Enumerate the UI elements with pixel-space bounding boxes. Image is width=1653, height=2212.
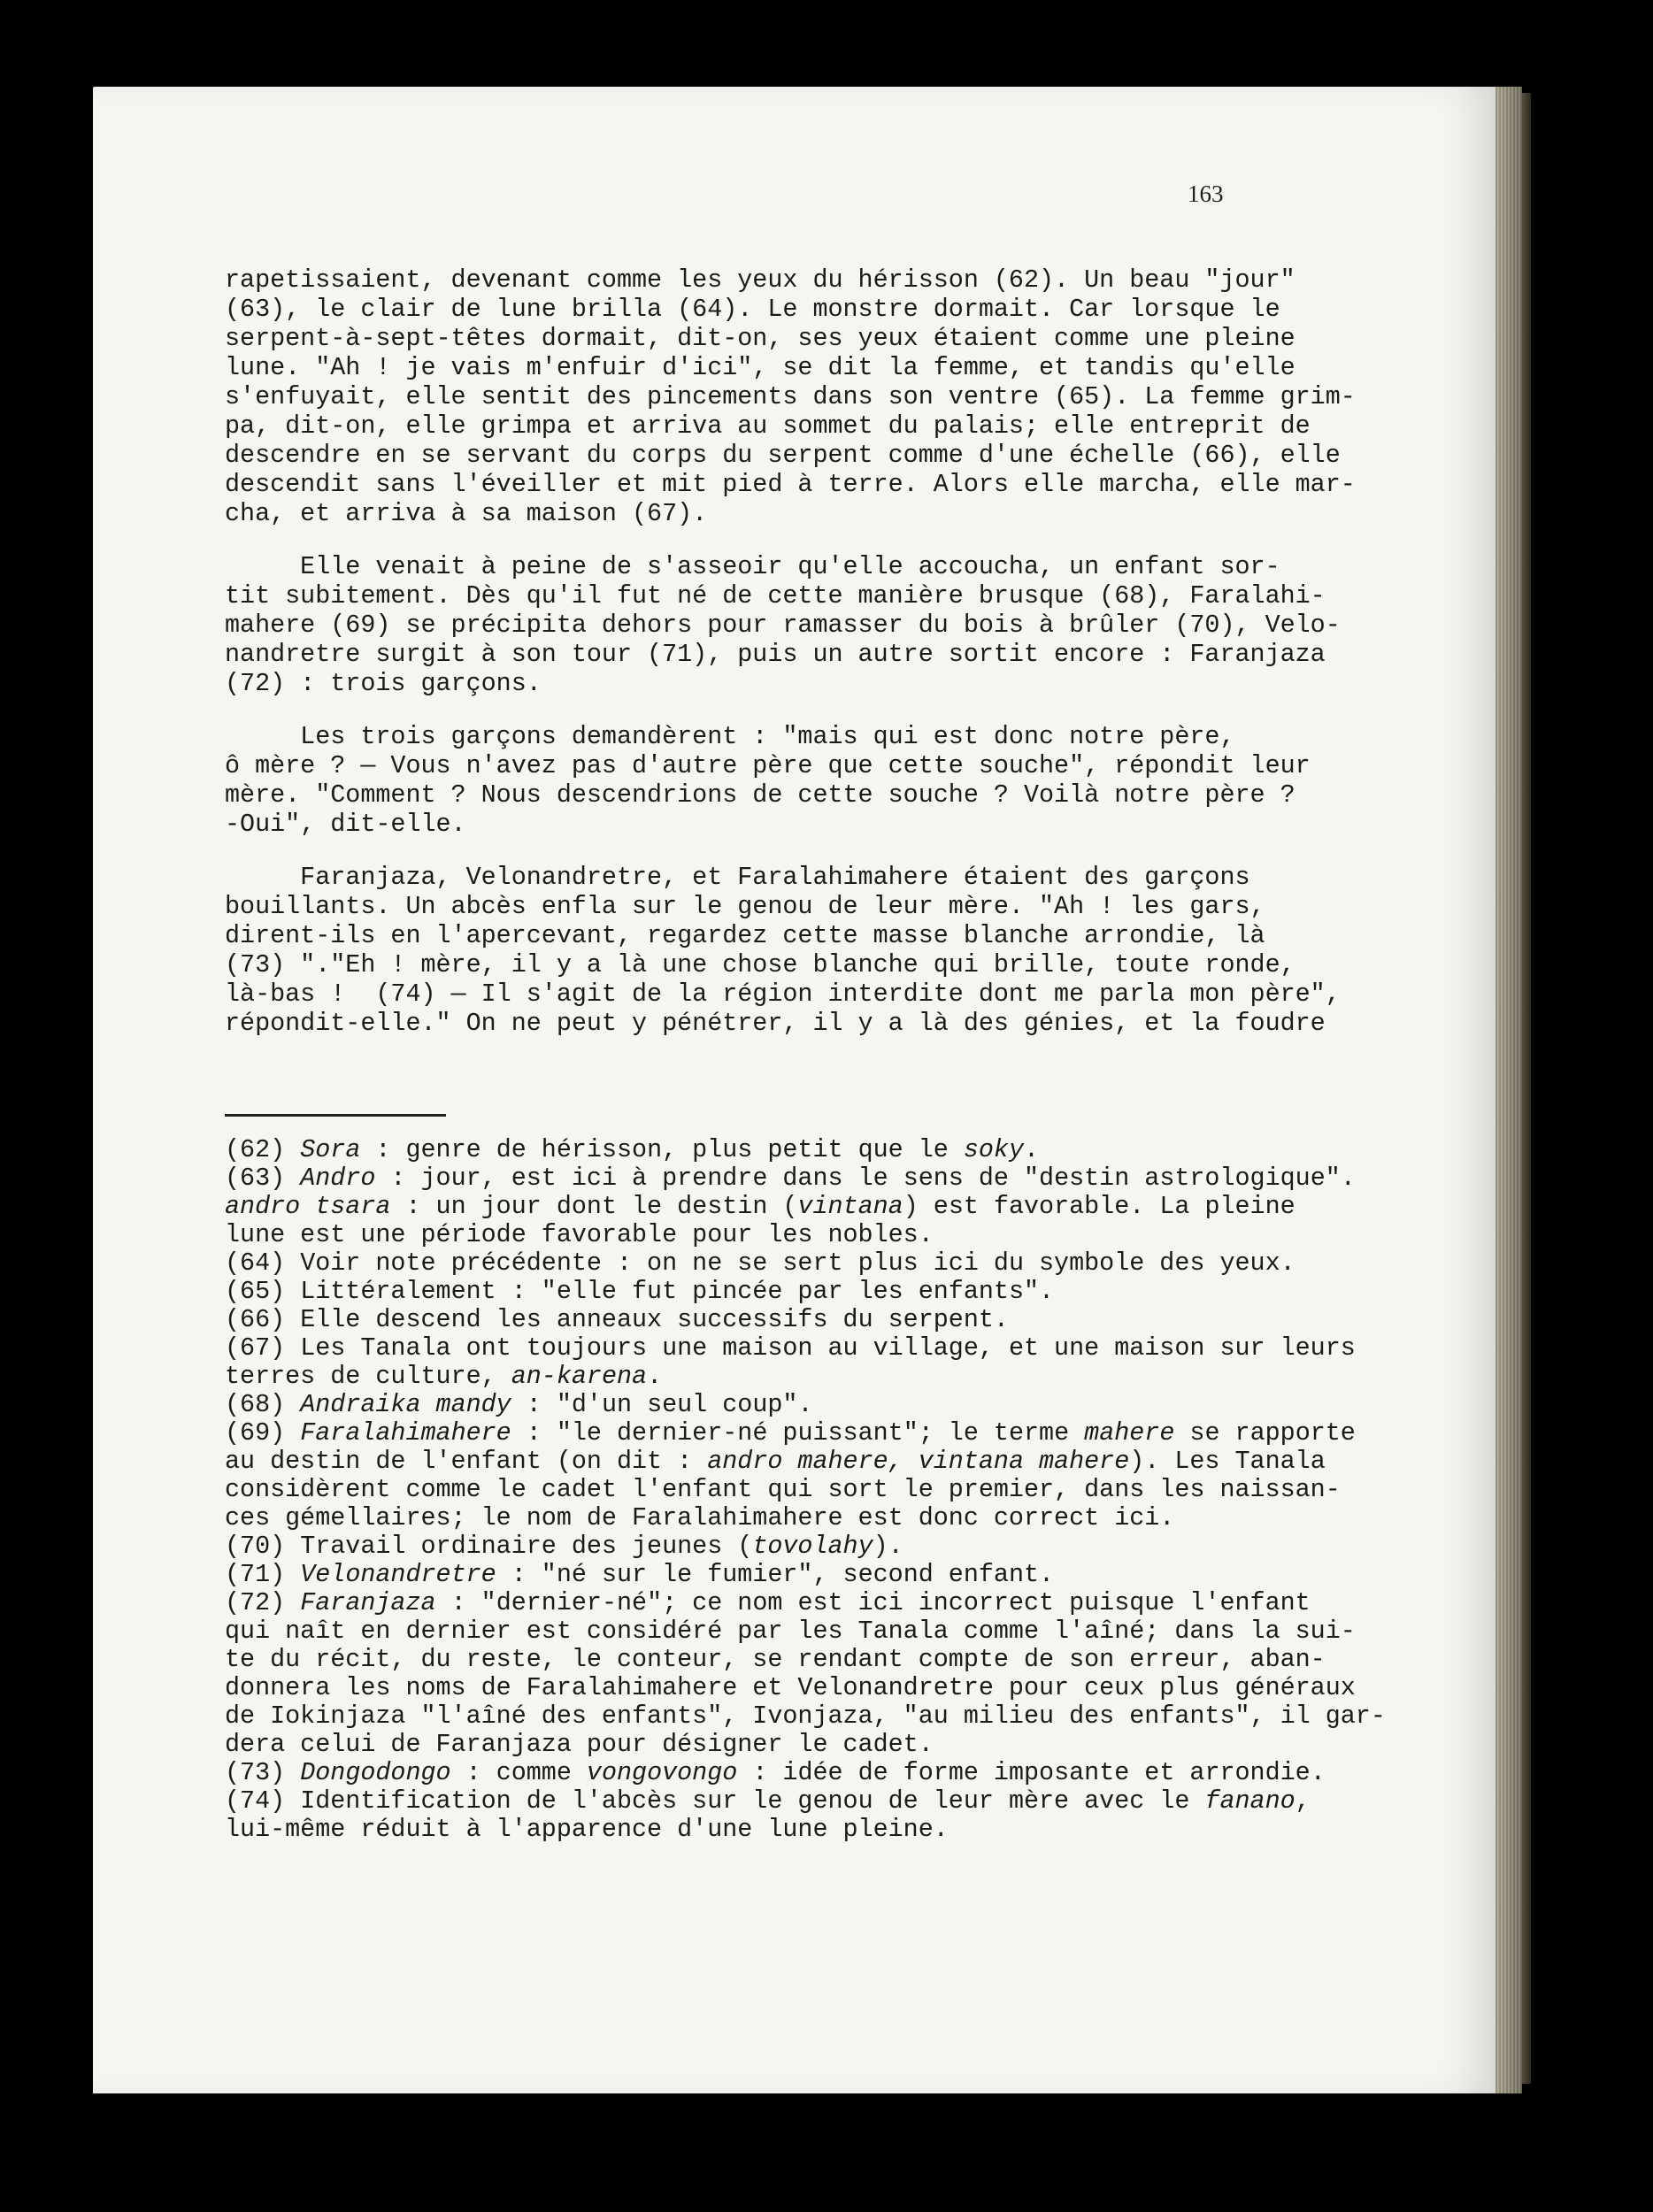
text-line: (63), le clair de lune brilla (64). Le monstre dormait. Car lorsque le	[225, 295, 1280, 324]
footnote-text: : comme	[450, 1758, 587, 1787]
paragraph	[225, 863, 1341, 1038]
footnote-term: Faranjaza	[300, 1588, 436, 1617]
footnote-text	[285, 1135, 300, 1164]
footnote-line	[225, 1731, 1304, 1759]
footnote-text: de Iokinjaza "l'aîné des enfants", Ivonjaza, "au milieu des enfants", il gar-	[225, 1701, 1386, 1731]
footnote-term: andro tsara	[225, 1192, 391, 1221]
text-line: Les trois garçons demandèrent : "mais qui est donc notre père,	[225, 722, 1235, 751]
footnote-text: : genre de hérisson, plus petit que le	[360, 1135, 964, 1164]
footnote-text: se rapporte	[1174, 1418, 1356, 1448]
footnote-text: Elle descend les anneaux successifs du serpent.	[285, 1305, 1009, 1334]
text-line: bouillants. Un abcès enfla sur le genou de leur mère. "Ah ! les gars,	[225, 892, 1265, 921]
footnote-line	[225, 1333, 1356, 1363]
footnote-term: andro mahere, vintana mahere	[707, 1447, 1130, 1476]
footnote-number: (64)	[225, 1248, 286, 1278]
paragraph	[225, 722, 1311, 839]
main-text	[225, 265, 1356, 1038]
footnote-text	[285, 1418, 300, 1448]
footnote-line	[225, 1249, 1304, 1278]
text-line: serpent-à-sept-têtes dormait, dit-on, ses yeux étaient comme une pleine	[225, 324, 1295, 353]
footnote-number: (65)	[225, 1277, 286, 1306]
footnote-separator	[225, 1114, 446, 1117]
footnote-text: ,	[1295, 1786, 1311, 1816]
footnote-line	[225, 1758, 1326, 1787]
footnote-text: : "d'un seul coup".	[511, 1390, 813, 1419]
footnote-line	[225, 1136, 1304, 1164]
footnote-text: : "dernier-né"; ce nom est ici incorrect puisque l'enfant	[435, 1588, 1311, 1617]
footnote-line	[225, 1278, 1304, 1306]
footnote-line	[225, 1532, 1304, 1561]
text-line: dirent-ils en l'apercevant, regardez cette masse blanche arrondie, là	[225, 921, 1265, 950]
footnote-number: (71)	[225, 1560, 286, 1589]
footnote-line	[225, 1504, 1304, 1532]
paragraph	[225, 552, 1341, 698]
footnote-text: considèrent comme le cadet l'enfant qui sort le premier, dans les naissan-	[225, 1475, 1341, 1504]
footnote-line	[225, 1447, 1326, 1476]
footnote-line	[225, 1701, 1386, 1731]
footnote-term: Andraika mandy	[300, 1390, 511, 1419]
footnote-text: .	[1024, 1135, 1040, 1164]
text-line: rapetissaient, devenant comme les yeux du hérisson (62). Un beau "jour"	[225, 265, 1295, 295]
footnote-number: (69)	[225, 1418, 286, 1448]
page-number: 163	[1188, 180, 1224, 207]
text-line: pa, dit-on, elle grimpa et arriva au sommet du palais; elle entreprit de	[225, 411, 1311, 441]
footnote-term: tovolahy	[752, 1532, 873, 1561]
footnote-term: an-karena	[511, 1362, 648, 1391]
footnotes	[225, 1135, 1386, 1844]
footnote-term: fanano	[1204, 1786, 1295, 1816]
footnote-line	[225, 1418, 1356, 1448]
footnote-text: lui-même réduit à l'apparence d'une lune pleine.	[225, 1815, 949, 1844]
text-line: cha, et arriva à sa maison (67).	[225, 499, 708, 528]
footnote-text: ).	[873, 1532, 903, 1561]
footnote-term: Sora	[300, 1135, 361, 1164]
footnote-text: : jour, est ici à prendre dans le sens de "destin astrologique".	[375, 1164, 1356, 1193]
footnote-line	[225, 1475, 1341, 1504]
footnote-text	[285, 1588, 300, 1617]
footnote-term: Dongodongo	[300, 1758, 451, 1787]
footnote-line	[225, 1221, 1304, 1249]
footnote-text: : un jour dont le destin (	[390, 1192, 798, 1221]
footnote-term: Velonandretre	[300, 1560, 496, 1589]
footnote-line	[225, 1164, 1356, 1193]
footnote-text	[285, 1560, 300, 1589]
footnote-text: .	[647, 1362, 663, 1391]
footnote-term: mahere	[1084, 1418, 1175, 1448]
text-line: lune. "Ah ! je vais m'enfuir d'ici", se dit la femme, et tandis qu'elle	[225, 353, 1295, 382]
footnote-term: vintana	[797, 1192, 903, 1221]
footnote-text: : "né sur le fumier", second enfant.	[496, 1560, 1055, 1589]
footnote-text: Les Tanala ont toujours une maison au village, et une maison sur leurs	[285, 1333, 1356, 1363]
footnote-text: lune est une période favorable pour les nobles.	[225, 1220, 934, 1249]
footnote-line	[225, 1306, 1304, 1334]
footnote-text: donnera les noms de Faralahimahere et Velonandretre pour ceux plus généraux	[225, 1673, 1356, 1702]
footnote-text: : "le dernier-né puissant"; le terme	[511, 1418, 1085, 1448]
text-line: s'enfuyait, elle sentit des pincements dans son ventre (65). La femme grim-	[225, 382, 1356, 411]
text-line: (72) : trois garçons.	[225, 669, 542, 698]
footnote-number: (62)	[225, 1135, 286, 1164]
text-line: Elle venait à peine de s'asseoir qu'elle accoucha, un enfant sor-	[225, 552, 1280, 581]
text-line: mahere (69) se précipita dehors pour ramasser du bois à brûler (70), Velo-	[225, 611, 1341, 640]
footnote-line	[225, 1391, 1304, 1419]
footnote-text: ). Les Tanala	[1129, 1447, 1326, 1476]
paragraph-gap	[225, 839, 1304, 863]
footnote-term: vongovongo	[586, 1758, 738, 1787]
footnote-text	[285, 1164, 300, 1193]
footnote-text: terres de culture,	[225, 1362, 511, 1391]
footnote-line	[225, 1786, 1311, 1816]
footnote-text: : idée de forme imposante et arrondie.	[737, 1758, 1326, 1787]
footnote-term: soky	[963, 1135, 1025, 1164]
footnote-number: (68)	[225, 1390, 286, 1419]
footnote-text: dera celui de Faranjaza pour désigner le cadet.	[225, 1730, 934, 1759]
footnote-text: au destin de l'enfant (on dit :	[225, 1447, 708, 1476]
text-line: là-bas ! (74) — Il s'agit de la région interdite dont me parla mon père",	[225, 979, 1341, 1009]
paragraph-gap	[225, 528, 1304, 552]
footnote-line	[225, 1193, 1304, 1221]
footnote-text: ) est favorable. La pleine	[903, 1192, 1295, 1221]
footnote-line	[225, 1645, 1326, 1674]
footnote-number: (74)	[225, 1786, 286, 1816]
footnote-line	[225, 1363, 1304, 1391]
footnote-number: (70)	[225, 1532, 286, 1561]
footnote-number: (72)	[225, 1588, 286, 1617]
text-line: mère. "Comment ? Nous descendrions de cette souche ? Voilà notre père ?	[225, 780, 1295, 810]
footnote-line	[225, 1816, 1304, 1844]
footnote-text	[285, 1758, 300, 1787]
footnote-line	[225, 1588, 1311, 1617]
footnote-text: Identification de l'abcès sur le genou de leur mère avec le	[285, 1786, 1205, 1816]
paragraph-gap	[225, 698, 1304, 722]
footnote-text: Travail ordinaire des jeunes (	[285, 1532, 753, 1561]
text-line: Faranjaza, Velonandretre, et Faralahimahere étaient des garçons	[225, 863, 1250, 892]
footnote-number: (63)	[225, 1164, 286, 1193]
paragraph	[225, 265, 1356, 528]
text-line: répondit-elle." On ne peut y pénétrer, il y a là des génies, et la foudre	[225, 1009, 1326, 1038]
footnote-text: ces gémellaires; le nom de Faralahimahere est donc correct ici.	[225, 1503, 1175, 1532]
footnote-text	[285, 1390, 300, 1419]
footnote-number: (73)	[225, 1758, 286, 1787]
footnote-term: Andro	[300, 1164, 376, 1193]
footnote-term: Faralahimahere	[300, 1418, 511, 1448]
footnote-text: qui naît en dernier est considéré par les Tanala comme l'aîné; dans la sui-	[225, 1617, 1356, 1646]
footnote-text: Voir note précédente : on ne se sert plus ici du symbole des yeux.	[285, 1248, 1295, 1278]
footnote-text: Littéralement : "elle fut pincée par les enfants".	[285, 1277, 1055, 1306]
text-line: -Oui", dit-elle.	[225, 810, 466, 839]
footnote-text: te du récit, du reste, le conteur, se rendant compte de son erreur, aban-	[225, 1645, 1326, 1674]
footnote-line	[225, 1673, 1356, 1702]
text-line: nandretre surgit à son tour (71), puis un autre sortit encore : Faranjaza	[225, 640, 1326, 669]
text-line: (73) "."Eh ! mère, il y a là une chose blanche qui brille, toute ronde,	[225, 950, 1295, 979]
footnote-number: (67)	[225, 1333, 286, 1363]
text-line: tit subitement. Dès qu'il fut né de cette manière brusque (68), Faralahi-	[225, 581, 1326, 611]
footnote-line	[225, 1561, 1304, 1589]
footnote-number: (66)	[225, 1305, 286, 1334]
text-line: descendit sans l'éveiller et mit pied à terre. Alors elle marcha, elle mar-	[225, 470, 1356, 499]
text-line: ô mère ? — Vous n'avez pas d'autre père que cette souche", répondit leur	[225, 751, 1311, 780]
text-line: descendre en se servant du corps du serpent comme d'une échelle (66), elle	[225, 441, 1341, 470]
footnote-line	[225, 1617, 1356, 1646]
